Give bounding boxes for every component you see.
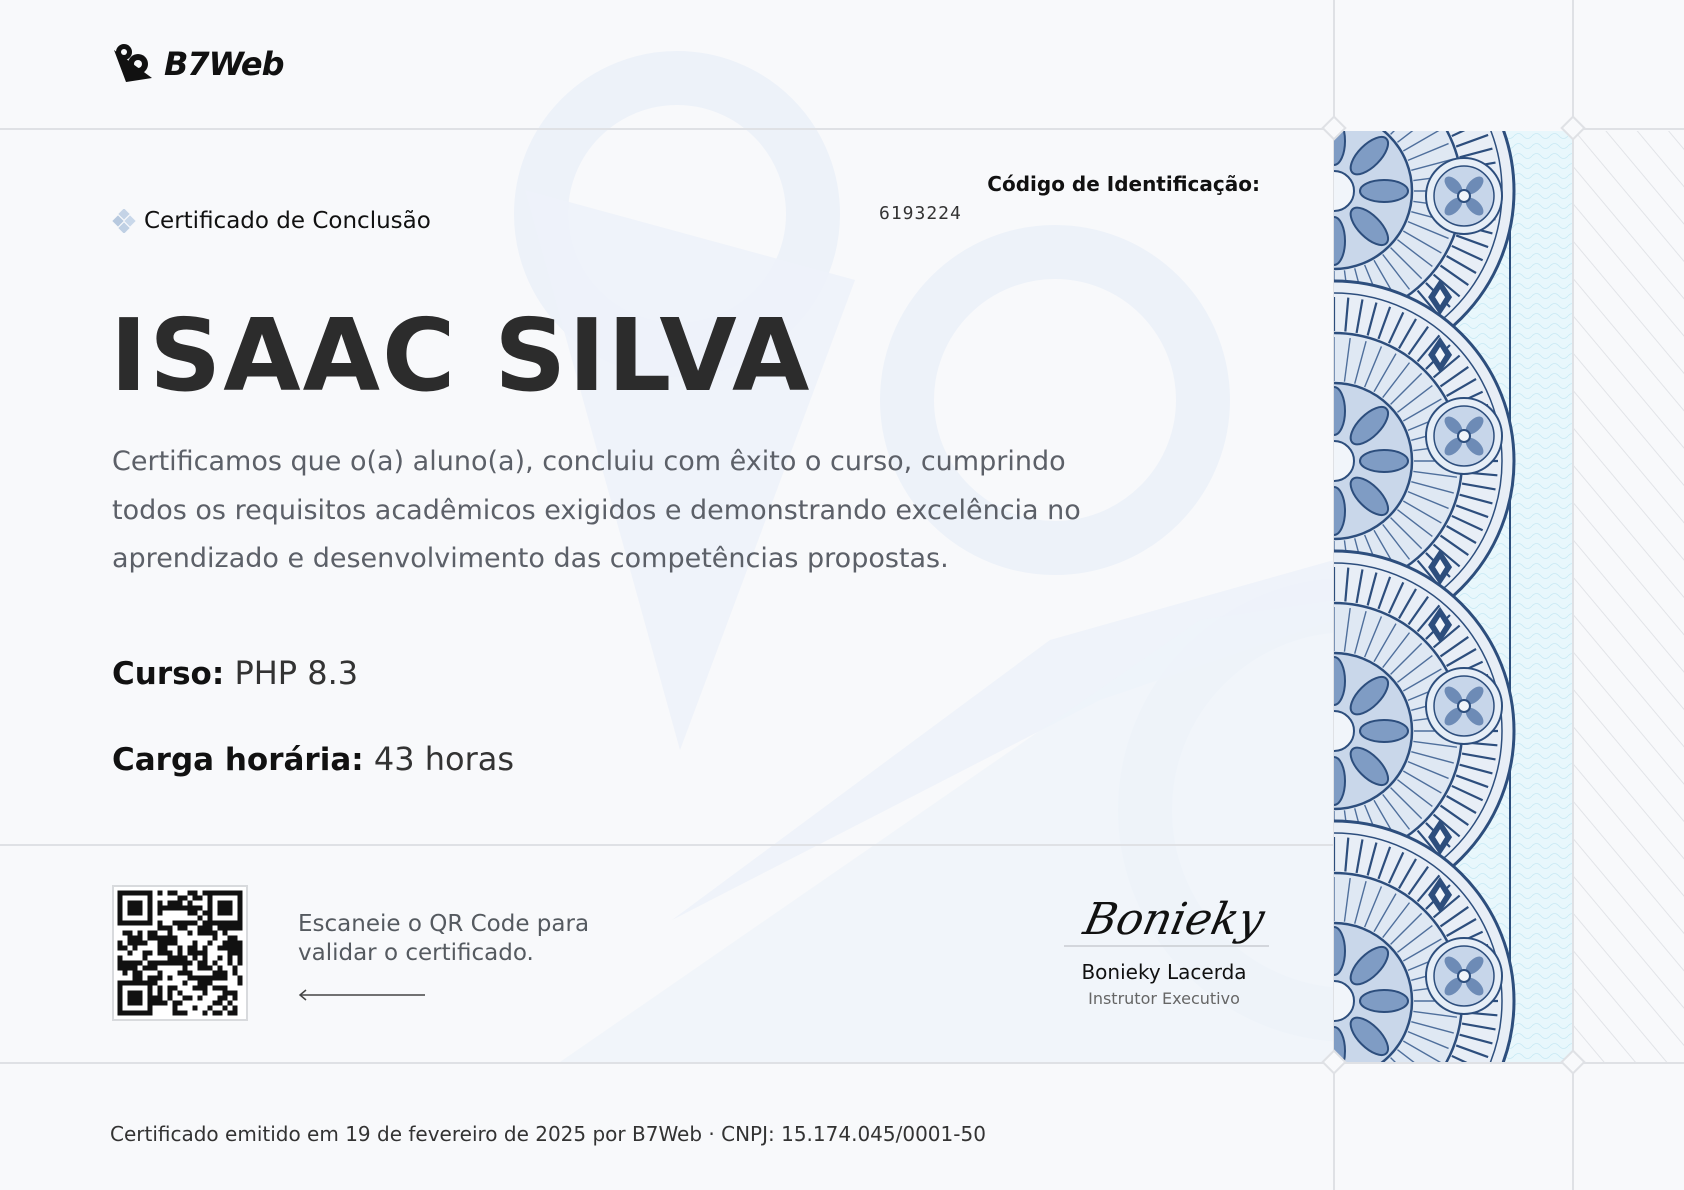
arrow-left-icon — [297, 988, 427, 1002]
footer-divider — [0, 1062, 1684, 1064]
hours-label: Carga horária: — [112, 742, 364, 778]
diamond-cluster-icon — [112, 209, 136, 233]
student-name: ISAAC SILVA — [110, 297, 812, 414]
issuance-footer: Certificado emitido em 19 de fevereiro de 2025 por B7Web · CNPJ: 15.174.045/0001-50 — [110, 1122, 986, 1146]
course-info — [112, 654, 358, 692]
course-value: PHP 8.3 — [234, 654, 359, 692]
decorative-mandala-strip — [1334, 131, 1572, 1062]
corner-diamond — [1320, 1048, 1348, 1076]
identification-code-label: Código de Identificação: — [987, 172, 1260, 196]
svg-text:Bonieky: Bonieky — [1079, 894, 1269, 945]
diagonal-stripes-pattern — [1574, 131, 1684, 1062]
hours-value: 43 horas — [373, 740, 515, 778]
b7web-logo-icon — [112, 42, 158, 86]
handwritten-signature — [1063, 890, 1273, 960]
validation-qr-code[interactable] — [112, 885, 248, 1021]
course-label: Curso: — [112, 656, 225, 692]
certificate-label-text: Certificado de Conclusão — [144, 208, 431, 234]
qr-instruction: Escaneie o QR Code para validar o certificado. — [298, 911, 590, 966]
brand-name: B7Web — [164, 45, 284, 83]
certificate-label — [112, 208, 431, 234]
header-divider-right — [1574, 128, 1684, 130]
signature-block — [1063, 890, 1273, 964]
body-divider — [0, 844, 1334, 846]
corner-diamond — [1559, 114, 1587, 142]
signatory-role: Instrutor Executivo — [1088, 989, 1240, 1008]
header-divider — [0, 128, 1334, 130]
hours-info — [112, 740, 514, 778]
identification-code: 6193224 — [879, 203, 962, 224]
brand-logo — [112, 40, 284, 88]
corner-diamond — [1559, 1048, 1587, 1076]
signatory-name: Bonieky Lacerda — [1081, 960, 1247, 984]
corner-diamond — [1320, 114, 1348, 142]
qr-code-pattern — [114, 887, 246, 1019]
certificate-description: Certificamos que o(a) aluno(a), concluiu com êxito o curso, cumprindo todos os requisitos acadêmicos exigidos e demonstrando excelência no aprendizado e desenvolvimento das competências propostas. — [112, 446, 1081, 574]
